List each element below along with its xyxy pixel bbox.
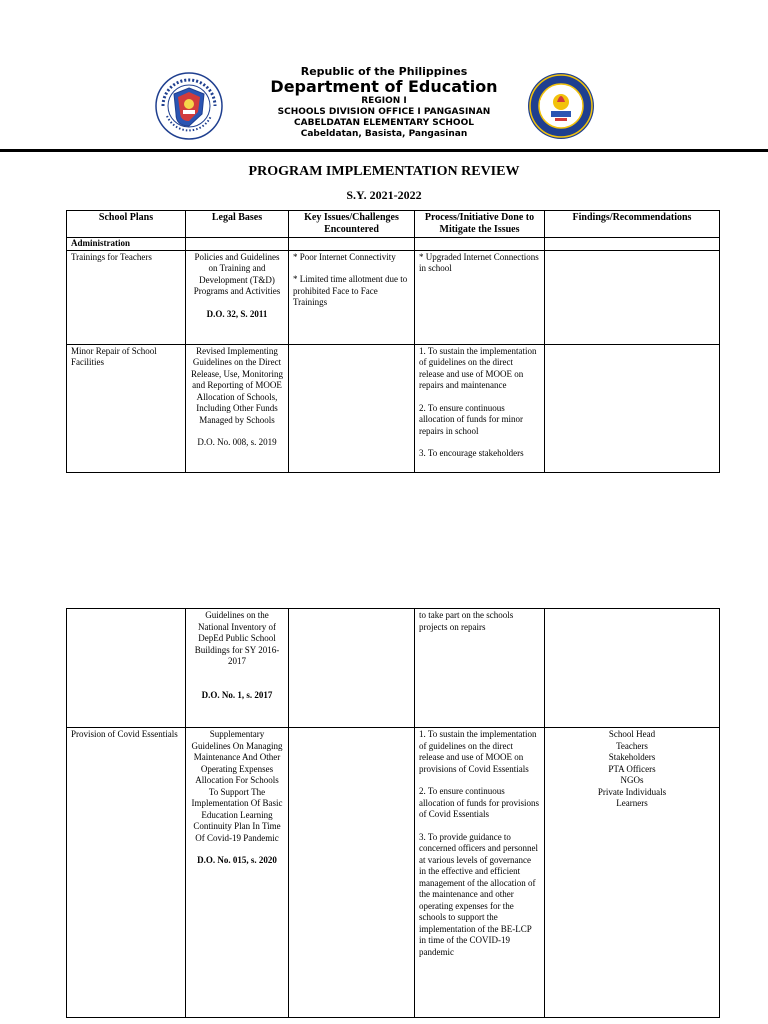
legal-cell	[186, 344, 289, 472]
issues-cell	[289, 728, 415, 1018]
process-item: 1. To sustain the implementation of guidelines on the direct release and use of MOOE on provisions of Covid Essentials	[419, 729, 537, 774]
division-line: SCHOOLS DIVISION OFFICE I PANGASINAN	[277, 107, 491, 117]
findings-item: NGOs	[620, 775, 644, 785]
republic-line: Republic of the Philippines	[300, 65, 468, 78]
table-row	[67, 728, 720, 1018]
legal-text: Revised Implementing Guidelines on the Direct Release, Use, Monitoring and Reporting of MOOE Allocation of Schools, Including Other Funds Managed by Schools	[191, 345, 283, 425]
address-line: Cabeldatan, Basista, Pangasinan	[300, 129, 468, 139]
table-row	[67, 344, 720, 472]
process-cell	[415, 728, 545, 1018]
issues-cell	[289, 344, 415, 472]
process-item: 1. To sustain the implementation of guidelines on the direct release and use of MOOE on repairs and maintenance	[419, 345, 537, 390]
school-line: CABELDATAN ELEMENTARY SCHOOL	[294, 118, 474, 128]
issues-cell	[289, 250, 415, 344]
plan-cell: Provision of Covid Essentials	[67, 728, 186, 1018]
process-item: 3. To provide guidance to concerned officers and personnel at various levels of governance in the effective and efficient management of the allocation of the maintenance and other operating expenses for the schools to support the implementation of the BE-LCP in time of the COVID-19 pandemic	[419, 831, 539, 957]
findings-item: Teachers	[616, 740, 648, 751]
section-row	[67, 238, 720, 251]
findings-item: Learners	[616, 798, 648, 808]
process-cell	[415, 344, 545, 472]
plan-cell	[67, 609, 186, 728]
issues-cell	[289, 609, 415, 728]
findings-item: Private Individuals	[597, 786, 667, 797]
legal-reference: D.O. No. 015, s. 2020	[197, 855, 277, 865]
legal-reference: D.O. No. 1, s. 2017	[201, 689, 273, 700]
issue-item: * Poor Internet Connectivity	[293, 251, 396, 262]
process-item: 2. To ensure continuous allocation of funds for provisions of Covid Essentials	[419, 786, 539, 819]
header-key-issues: Key Issues/Challenges Encountered	[289, 211, 415, 238]
legal-reference: D.O. No. 008, s. 2019	[197, 437, 277, 447]
region-line: REGION I	[361, 96, 407, 106]
header-process: Process/Initiative Done to Mitigate the Issues	[415, 211, 545, 238]
legal-cell	[186, 250, 289, 344]
letterhead-text	[240, 66, 528, 140]
process-item: 3. To encourage stakeholders	[419, 448, 524, 458]
department-line: Department of Education	[270, 77, 498, 96]
division-office-seal-logo	[527, 72, 595, 140]
process-cell: to take part on the schools projects on repairs	[415, 609, 545, 728]
table-row	[67, 250, 720, 344]
findings-item: PTA Officers	[608, 763, 656, 774]
process-item: 2. To ensure continuous allocation of funds for minor repairs in school	[419, 402, 523, 436]
header-school-plans: School Plans	[67, 211, 186, 238]
section-label: Administration	[67, 238, 186, 251]
header-findings: Findings/Recommendations	[545, 211, 720, 238]
process-cell: * Upgraded Internet Connections in school	[415, 250, 545, 344]
legal-cell	[186, 609, 289, 728]
plan-cell: Trainings for Teachers	[67, 250, 186, 344]
legal-text: Guidelines on the National Inventory of DepEd Public School Buildings for SY 2016-2017	[194, 610, 280, 666]
letterhead	[0, 60, 768, 150]
findings-cell	[545, 250, 720, 344]
legal-cell	[186, 728, 289, 1018]
header-legal-bases: Legal Bases	[186, 211, 289, 238]
deped-seal-logo	[155, 72, 223, 140]
findings-item: Stakeholders	[608, 752, 656, 762]
table-row	[67, 609, 720, 728]
table-header-row	[67, 211, 720, 238]
issue-item: * Limited time allotment due to prohibited Face to Face Trainings	[293, 274, 408, 307]
findings-cell	[545, 609, 720, 728]
findings-item: School Head	[608, 729, 656, 739]
legal-text: Policies and Guidelines on Training and Development (T&D) Programs and Activities	[193, 251, 281, 296]
header-rule	[0, 149, 768, 152]
plan-cell: Minor Repair of School Facilities	[67, 344, 186, 472]
review-table-page-2	[66, 608, 720, 1018]
legal-reference: D.O. 32, S. 2011	[206, 308, 268, 319]
findings-cell	[545, 344, 720, 472]
findings-cell	[545, 728, 720, 1018]
document-title: PROGRAM IMPLEMENTATION REVIEW	[248, 164, 520, 179]
school-year: S.Y. 2021-2022	[346, 188, 422, 202]
legal-text: Supplementary Guidelines On Managing Maintenance And Other Operating Expenses Allocation For Schools To Support The Implementation Of Basic Education Learning Continuity Plan In Time Of Covid-19 Pandemic	[191, 729, 283, 843]
review-table-page-1	[66, 210, 720, 473]
